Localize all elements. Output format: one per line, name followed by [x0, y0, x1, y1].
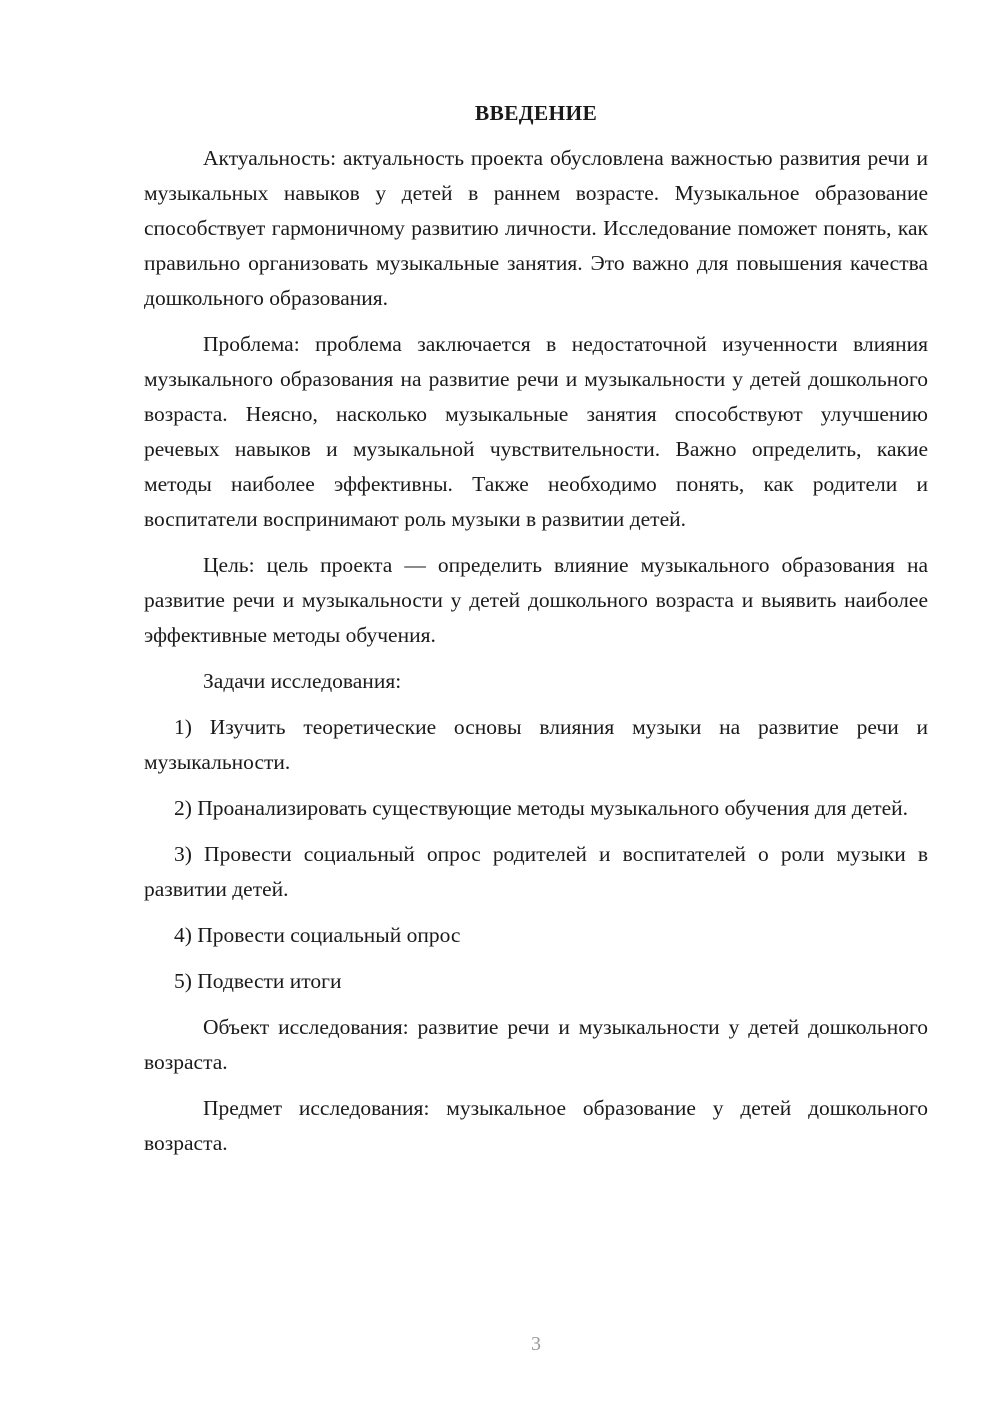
subject-paragraph: Предмет исследования: музыкальное образование у детей дошкольного возраста.	[144, 1096, 928, 1155]
tasks-list	[144, 710, 928, 999]
tasks-heading: Задачи исследования:	[203, 669, 402, 693]
section-title: ВВЕДЕНИЕ	[474, 101, 598, 125]
task-item: 4) Провести социальный опрос	[174, 923, 461, 947]
task-item: 2) Проанализировать существующие методы музыкального обучения для детей.	[174, 796, 909, 820]
task-item: 5) Подвести итоги	[174, 969, 342, 993]
relevance-paragraph: Актуальность: актуальность проекта обусловлена важностью развития речи и музыкальных навыков у детей в раннем возрасте. Музыкальное образование способствует гармоничному развитию личности. Исследование поможет понять, как правильно организовать музыкальные занятия. Это важно для повышения качества дошкольного образования.	[144, 146, 928, 310]
page-number: 3	[531, 1333, 541, 1355]
problem-paragraph: Проблема: проблема заключается в недостаточной изученности влияния музыкального образования на развитие речи и музыкальности у детей дошкольного возраста. Неясно, насколько музыкальные занятия способствуют улучшению речевых навыков и музыкальной чувствительности. Важно определить, какие методы наиболее эффективны. Также необходимо понять, как родители и воспитатели воспринимают роль музыки в развитии детей.	[144, 332, 928, 531]
page-body	[144, 96, 928, 1172]
object-paragraph: Объект исследования: развитие речи и музыкальности у детей дошкольного возраста.	[144, 1015, 928, 1074]
task-item: 1) Изучить теоретические основы влияния музыки на развитие речи и музыкальности.	[144, 715, 928, 774]
goal-paragraph: Цель: цель проекта — определить влияние музыкального образования на развитие речи и музыкальности у детей дошкольного возраста и выявить наиболее эффективные методы обучения.	[144, 553, 928, 647]
task-item: 3) Провести социальный опрос родителей и воспитателей о роли музыки в развитии детей.	[144, 842, 928, 901]
